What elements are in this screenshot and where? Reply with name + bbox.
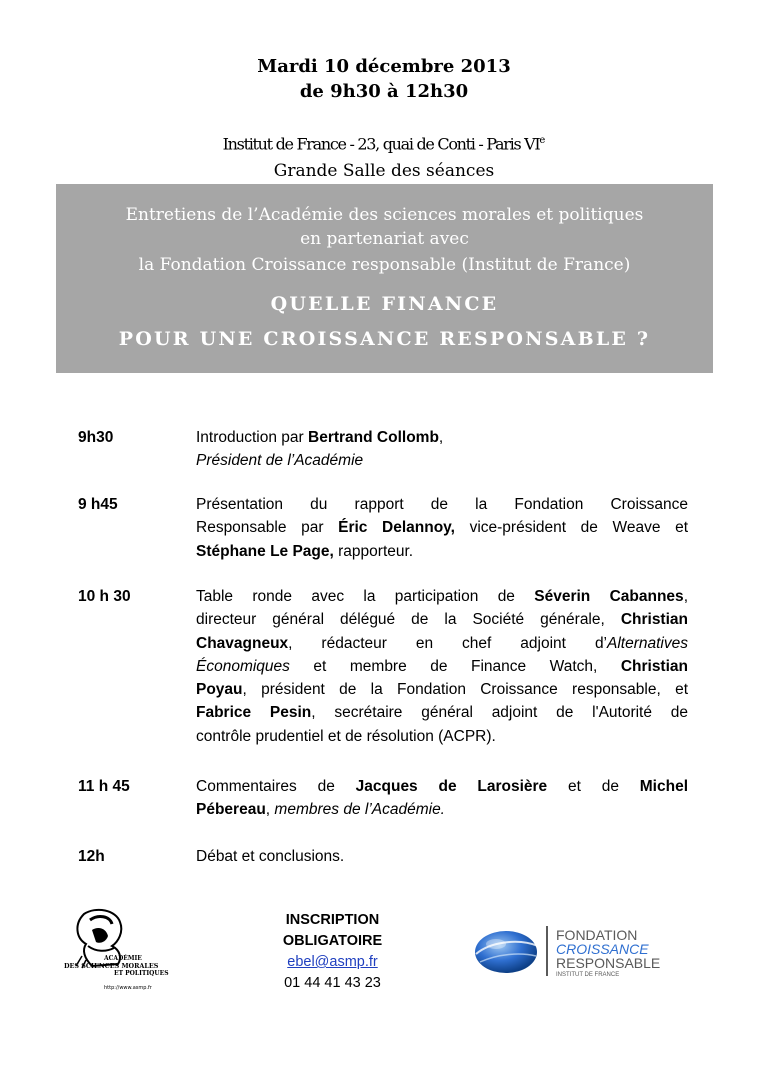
globe-icon (470, 920, 690, 980)
inscription-box (270, 910, 395, 994)
program-line: Poyau, président de la Fondation Croissance responsable, et (196, 681, 688, 699)
program-line: Présentation du rapport de la Fondation Croissance (196, 496, 688, 513)
foundation-logo-line2: CROISSANCE (556, 941, 649, 957)
program-description (196, 775, 688, 822)
foundation-logo (470, 920, 690, 980)
program-line: Chavagneux, rédacteur en chef adjoint d’Alternatives (196, 634, 688, 652)
foundation-logo-line3: RESPONSABLE (556, 955, 661, 971)
academy-logo-line2: DES SCIENCES MORALES (64, 962, 159, 970)
venue-superscript: e (539, 135, 546, 146)
banner-title-2: POUR UNE CROISSANCE RESPONSABLE ? (118, 328, 651, 350)
banner-line-1: Entretiens de l’Académie des sciences morales et politiques (125, 205, 644, 225)
program-line: Introduction par Bertrand Collomb, (196, 429, 444, 446)
email-link[interactable]: ebel@asmp.fr (287, 954, 378, 970)
banner-title-1: QUELLE FINANCE (270, 293, 499, 315)
event-venue (0, 131, 768, 154)
event-time: de 9h30 à 12h30 (299, 81, 469, 102)
program-time: 11 h 45 (78, 778, 130, 795)
program-line: directeur général délégué de la Société générale, Christian (196, 611, 688, 629)
phone-number: 01 44 41 43 23 (284, 975, 381, 991)
program-line: contrôle prudentiel et de résolution (ACPR). (196, 727, 496, 745)
program-time: 12h (78, 848, 105, 865)
program-line: Commentaires de Jacques de Larosière et de Michel (196, 778, 688, 795)
academy-logo-line3: ET POLITIQUES (114, 970, 169, 977)
banner-line-3: la Fondation Croissance responsable (Institut de France) (138, 255, 631, 275)
program-time: 9 h45 (78, 496, 118, 513)
program-line: Débat et conclusions. (196, 848, 345, 865)
program-description (196, 426, 688, 473)
program-description (196, 585, 688, 748)
program-line: Économiques et membre de Finance Watch, Christian (196, 657, 688, 675)
program-line: Stéphane Le Page, rapporteur. (196, 542, 414, 560)
program-line: Responsable par Éric Delannoy, vice-président de Weave et (196, 519, 689, 537)
event-date: Mardi 10 décembre 2013 (257, 56, 511, 77)
academy-logo-url: http://www.asmp.fr (104, 985, 152, 991)
banner-line-2: en partenariat avec (300, 229, 469, 249)
title-banner (56, 184, 713, 373)
foundation-logo-line1: FONDATION (556, 927, 638, 943)
academy-emblem-icon (62, 906, 184, 998)
academy-logo-line1: ACADÉMIE (104, 955, 142, 962)
inscription-label: INSCRIPTION (285, 912, 380, 928)
program-time: 10 h 30 (78, 588, 131, 605)
program-time: 9h30 (78, 429, 114, 446)
academy-logo (62, 906, 184, 998)
event-room: Grande Salle des séances (273, 161, 495, 181)
program-description (196, 845, 688, 868)
foundation-logo-line4: INSTITUT DE FRANCE (556, 972, 620, 978)
venue-text: Institut de France - 23, quai de Conti - Paris VI (222, 134, 540, 154)
program-line: Pébereau, membres de l’Académie. (196, 801, 445, 819)
mandatory-label: OBLIGATOIRE (282, 933, 383, 949)
program-line: Table ronde avec la participation de Séverin Cabannes, (196, 588, 688, 605)
program-line: Président de l’Académie (196, 452, 364, 470)
program-line: Fabrice Pesin, secrétaire général adjoint de l'Autorité de (196, 704, 689, 722)
program-description (196, 493, 688, 563)
